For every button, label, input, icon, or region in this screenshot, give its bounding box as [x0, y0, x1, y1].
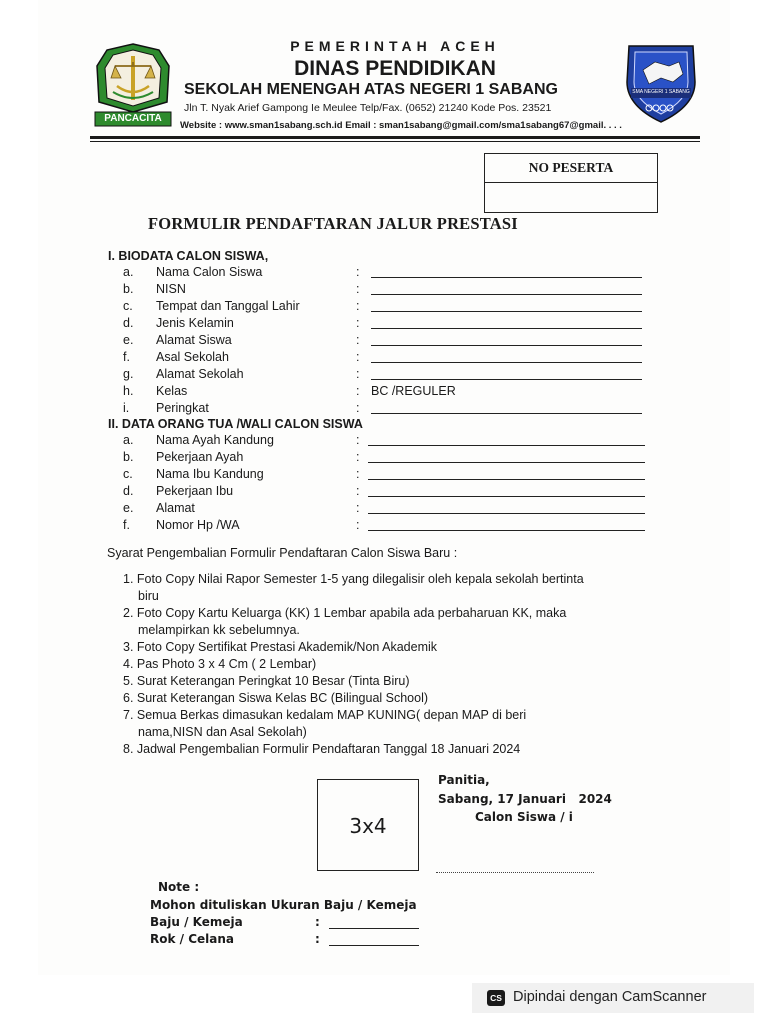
signature-date: Sabang, 17 Januari 2024: [438, 792, 612, 806]
participant-number-label: NO PESERTA: [485, 154, 657, 183]
row-letter: d.: [123, 316, 134, 330]
form-row: [123, 501, 663, 518]
form-row: [123, 518, 663, 535]
form-row: [123, 484, 663, 501]
row-letter: g.: [123, 367, 134, 381]
photo-size-label: 3x4: [349, 814, 387, 838]
row-letter: f.: [123, 518, 130, 532]
row-label: Peringkat: [156, 401, 209, 415]
row-letter: c.: [123, 299, 133, 313]
requirement-item: 5. Surat Keterangan Peringkat 10 Besar (Tinta Biru): [123, 674, 410, 688]
row-input-line[interactable]: [371, 379, 642, 380]
requirement-item: 6. Surat Keterangan Siswa Kelas BC (Bilingual School): [123, 691, 429, 705]
row-input-line[interactable]: [371, 294, 642, 295]
row-input-line[interactable]: [368, 462, 645, 463]
form-row: [123, 467, 663, 484]
row-label: NISN: [156, 282, 186, 296]
shirt-size-label: Baju / Kemeja: [150, 915, 243, 929]
row-input-line[interactable]: [368, 530, 645, 531]
row-input-line[interactable]: [368, 513, 645, 514]
scanner-watermark-text: Dipindai dengan CamScanner: [513, 989, 707, 1005]
section-parent-title: II. DATA ORANG TUA /WALI CALON SISWA: [108, 417, 363, 431]
note-instruction: Mohon dituliskan Ukuran Baju / Kemeja: [150, 898, 417, 912]
row-colon: :: [356, 265, 360, 279]
row-value: BC /REGULER: [371, 384, 456, 398]
header-line-government: PEMERINTAH ACEH: [290, 38, 500, 54]
requirement-item: melampirkan kk sebelumnya.: [138, 623, 300, 637]
row-letter: a.: [123, 433, 134, 447]
row-label: Alamat Siswa: [156, 333, 232, 347]
skirt-size-colon: :: [315, 932, 320, 946]
row-label: Kelas: [156, 384, 188, 398]
shirt-size-colon: :: [315, 915, 320, 929]
row-letter: i.: [123, 401, 130, 415]
row-input-line[interactable]: [368, 445, 645, 446]
header-divider-thick: [90, 136, 700, 139]
form-row: [123, 333, 663, 350]
row-colon: :: [356, 467, 360, 481]
requirement-item: 8. Jadwal Pengembalian Formulir Pendaftaran Tanggal 18 Januari 2024: [123, 742, 521, 756]
requirement-item: 3. Foto Copy Sertifikat Prestasi Akademik/Non Akademik: [123, 640, 438, 654]
row-label: Pekerjaan Ibu: [156, 484, 234, 498]
signature-committee: Panitia,: [438, 773, 490, 787]
header-line-school: SEKOLAH MENENGAH ATAS NEGERI 1 SABANG: [184, 81, 558, 98]
row-colon: :: [356, 450, 360, 464]
requirement-item: biru: [138, 589, 159, 603]
row-letter: b.: [123, 450, 134, 464]
form-row: [123, 384, 663, 401]
row-colon: :: [356, 401, 360, 415]
row-colon: :: [356, 282, 360, 296]
school-logo-text: SMA NEGERI 1 SABANG: [632, 89, 690, 95]
skirt-size-label: Rok / Celana: [150, 932, 234, 946]
row-letter: b.: [123, 282, 134, 296]
row-letter: d.: [123, 484, 134, 498]
row-label: Pekerjaan Ayah: [156, 450, 244, 464]
row-letter: a.: [123, 265, 134, 279]
row-label: Alamat: [156, 501, 195, 515]
row-input-line[interactable]: [371, 345, 642, 346]
photo-placeholder: [317, 779, 419, 871]
requirements-title: Syarat Pengembalian Formulir Pendaftaran Calon Siswa Baru :: [107, 546, 458, 560]
form-row: [123, 367, 663, 384]
section-biodata-title: I. BIODATA CALON SISWA,: [108, 249, 269, 263]
pancacita-logo-text: PANCACITA: [104, 113, 162, 124]
row-input-line[interactable]: [371, 362, 642, 363]
participant-number-box: [484, 153, 658, 213]
header-line-contact: Website : www.sman1sabang.sch.id Email : sman1sabang@gmail.com/sma1sabang67@gmail. . . .: [180, 120, 622, 131]
row-label: Jenis Kelamin: [156, 316, 234, 330]
row-colon: :: [356, 518, 360, 532]
form-row: [123, 265, 663, 282]
row-label: Nama Ibu Kandung: [156, 467, 264, 481]
participant-number-field[interactable]: [485, 183, 657, 212]
row-colon: :: [356, 299, 360, 313]
form-title: FORMULIR PENDAFTARAN JALUR PRESTASI: [148, 214, 518, 233]
header-line-address: Jln T. Nyak Arief Gampong Ie Meulee Telp/Fax. (0652) 21240 Kode Pos. 23521: [184, 102, 552, 114]
row-label: Tempat dan Tanggal Lahir: [156, 299, 300, 313]
row-colon: :: [356, 350, 360, 364]
row-input-line[interactable]: [368, 496, 645, 497]
row-colon: :: [356, 316, 360, 330]
form-row: [123, 282, 663, 299]
pancacita-logo: [93, 42, 173, 130]
row-colon: :: [356, 384, 360, 398]
form-row: [123, 299, 663, 316]
requirement-item: 7. Semua Berkas dimasukan kedalam MAP KUNING( depan MAP di beri: [123, 708, 527, 722]
requirement-item: 4. Pas Photo 3 x 4 Cm ( 2 Lembar): [123, 657, 317, 671]
requirement-item: 1. Foto Copy Nilai Rapor Semester 1-5 yang dilegalisir oleh kepala sekolah bertinta: [123, 572, 584, 586]
row-colon: :: [356, 367, 360, 381]
form-row: [123, 450, 663, 467]
requirement-item: 2. Foto Copy Kartu Keluarga (KK) 1 Lembar apabila ada perbaharuan KK, maka: [123, 606, 567, 620]
signature-line[interactable]: [436, 872, 594, 873]
row-input-line[interactable]: [371, 328, 642, 329]
row-letter: e.: [123, 501, 134, 515]
row-colon: :: [356, 433, 360, 447]
row-input-line[interactable]: [371, 413, 642, 414]
row-label: Asal Sekolah: [156, 350, 229, 364]
form-row: [123, 316, 663, 333]
row-label: Alamat Sekolah: [156, 367, 244, 381]
header-line-agency: DINAS PENDIDIKAN: [294, 57, 496, 80]
row-letter: h.: [123, 384, 134, 398]
row-colon: :: [356, 501, 360, 515]
form-row: [123, 350, 663, 367]
requirement-item: nama,NISN dan Asal Sekolah): [138, 725, 307, 739]
row-label: Nama Calon Siswa: [156, 265, 263, 279]
row-colon: :: [356, 484, 360, 498]
camscanner-icon: CS: [487, 990, 505, 1006]
signature-role: Calon Siswa / i: [475, 810, 573, 824]
row-label: Nama Ayah Kandung: [156, 433, 274, 447]
row-label: Nomor Hp /WA: [156, 518, 240, 532]
form-row: [123, 401, 663, 418]
header-divider-thin: [90, 141, 700, 142]
shirt-size-field[interactable]: [329, 928, 419, 929]
row-colon: :: [356, 333, 360, 347]
scanner-watermark: [472, 983, 754, 1013]
skirt-size-field[interactable]: [329, 945, 419, 946]
row-input-line[interactable]: [371, 277, 642, 278]
row-letter: e.: [123, 333, 134, 347]
note-title: Note :: [158, 880, 200, 894]
row-letter: f.: [123, 350, 130, 364]
row-letter: c.: [123, 467, 133, 481]
row-input-line[interactable]: [371, 311, 642, 312]
row-input-line[interactable]: [368, 479, 645, 480]
form-row: [123, 433, 663, 450]
school-logo: [621, 42, 701, 124]
